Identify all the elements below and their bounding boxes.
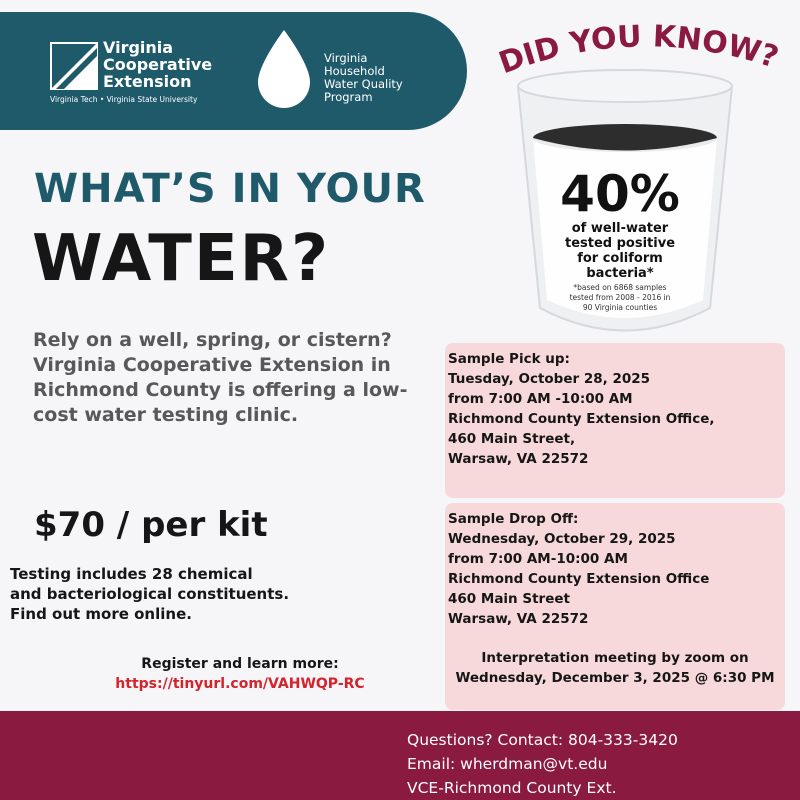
register-block	[100, 654, 380, 694]
interpretation-meeting: Interpretation meeting by zoom on Wednesday, December 3, 2025 @ 6:30 PM	[455, 650, 775, 686]
includes-text: Testing includes 28 chemical and bacteriological constituents. Find out more online.	[10, 565, 290, 623]
dropoff-date: Wednesday, October 29, 2025	[448, 531, 676, 547]
register-label: Register and learn more:	[141, 656, 339, 672]
dropoff-city: Warsaw, VA 22572	[448, 611, 589, 627]
headline-line1: WHAT’S IN YOUR	[34, 166, 426, 212]
org-name: Virginia Cooperative Extension	[103, 38, 213, 91]
svg-text:DID YOU KNOW?: DID YOU KNOW?	[494, 19, 783, 82]
pickup-location: Richmond County Extension Office,	[448, 411, 715, 427]
dropoff-title: Sample Drop Off:	[448, 511, 579, 527]
pickup-title: Sample Pick up:	[448, 351, 570, 367]
headline-line2: WATER?	[32, 222, 331, 296]
pickup-date: Tuesday, October 28, 2025	[448, 371, 651, 387]
program-name: Virginia Household Water Quality Program	[324, 51, 403, 104]
contact-email[interactable]: Email: wherdman@vt.edu	[407, 755, 608, 773]
water-drop-icon	[254, 28, 314, 112]
stat-footnote: *based on 6868 samples tested from 2008 - 2016 in 90 Virginia counties	[569, 283, 671, 312]
intro-text: Rely on a well, spring, or cistern? Virginia Cooperative Extension in Richmond County is offering a low-cost water testing clinic.	[33, 329, 408, 426]
footer-band	[0, 711, 800, 800]
dropoff-street: 460 Main Street	[448, 591, 570, 607]
contact-phone: Questions? Contact: 804-333-3420	[407, 731, 678, 749]
dropoff-box	[445, 503, 785, 710]
pickup-time: from 7:00 AM -10:00 AM	[448, 391, 633, 407]
stat-text: of well-water tested positive for coliform bacteria*	[564, 221, 676, 281]
org-subtitle: Virginia Tech • Virginia State University	[50, 95, 198, 104]
register-link[interactable]: https://tinyurl.com/VAHWQP-RC	[115, 676, 365, 692]
pickup-street: 460 Main Street,	[448, 431, 576, 447]
dropoff-time: from 7:00 AM-10:00 AM	[448, 551, 628, 567]
contact-org: VCE-Richmond County Ext.	[407, 779, 617, 797]
vce-logo-icon	[50, 42, 98, 90]
pickup-box	[445, 343, 785, 498]
dropoff-location: Richmond County Extension Office	[448, 571, 710, 587]
pickup-city: Warsaw, VA 22572	[448, 451, 589, 467]
price: $70 / per kit	[34, 505, 268, 545]
stat-percent: 40%	[560, 165, 680, 223]
contact-block	[407, 728, 678, 800]
